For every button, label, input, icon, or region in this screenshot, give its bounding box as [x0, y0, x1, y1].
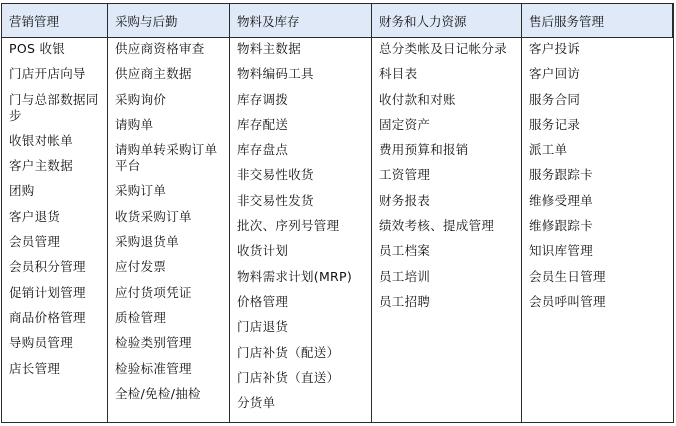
list-item: 总分类帐及日记帐分录: [379, 41, 508, 56]
list-item: 员工培训: [379, 268, 431, 284]
list-item: 收货采购订单: [115, 208, 192, 224]
list-item: 物料主数据: [237, 41, 302, 56]
header-inventory: 物料及库存: [230, 4, 372, 38]
list-item: 固定资产: [379, 116, 431, 132]
list-item: 批次、序列号管理: [237, 218, 340, 234]
list-item: 员工招聘: [379, 293, 431, 309]
list-item: POS 收银: [9, 41, 66, 56]
list-item: 供应商主数据: [115, 66, 192, 82]
column-finance-hr: [372, 38, 522, 422]
column-after-sales: [522, 38, 673, 422]
list-item: 客户投诉: [529, 41, 581, 56]
list-item: 团购: [9, 183, 35, 199]
list-item: 物料需求计划(MRP): [237, 268, 353, 284]
list-item: 门店开店向导: [9, 66, 86, 82]
list-item: 检验类别管理: [115, 335, 192, 351]
list-item: 供应商资格审查: [115, 41, 205, 56]
list-item: 采购退货单: [115, 234, 180, 250]
list-item: 请购单转采购订单平台: [115, 142, 218, 174]
header-purchasing: 采购与后勤: [108, 4, 230, 38]
list-item: 非交易性发货: [237, 192, 314, 208]
list-item: 维修跟踪卡: [529, 218, 594, 234]
list-item: 服务合同: [529, 91, 581, 107]
list-item: 财务报表: [379, 192, 431, 208]
list-item: 应付货项凭证: [115, 284, 192, 300]
list-item: 非交易性收货: [237, 167, 314, 183]
list-item: 库存盘点: [237, 142, 289, 158]
module-table: [1, 3, 674, 423]
list-item: 费用预算和报销: [379, 142, 469, 158]
list-item: 知识库管理: [529, 243, 594, 259]
list-item: 收银对帐单: [9, 132, 74, 148]
list-item: 维修受理单: [529, 192, 594, 208]
list-item: 应付发票: [115, 259, 167, 275]
list-item: 工资管理: [379, 167, 431, 183]
list-item: 会员管理: [9, 234, 61, 250]
list-item: 服务记录: [529, 116, 581, 132]
column-inventory: [230, 38, 372, 422]
list-item: 全检/免检/抽检: [115, 385, 201, 401]
list-item: 客户退货: [9, 208, 61, 224]
list-item: 分货单: [237, 395, 276, 411]
header-after-sales: 售后服务管理: [522, 4, 673, 38]
list-item: 店长管理: [9, 360, 61, 376]
list-item: 绩效考核、提成管理: [379, 218, 495, 234]
list-item: 门店补货（配送）: [237, 344, 340, 360]
list-item: 客户主数据: [9, 158, 74, 174]
list-item: 请购单: [115, 116, 154, 132]
list-item: 会员积分管理: [9, 259, 86, 275]
list-item: 采购订单: [115, 183, 167, 199]
column-purchasing: [108, 38, 230, 422]
header-marketing: 营销管理: [2, 4, 108, 38]
list-item: 促销计划管理: [9, 284, 86, 300]
list-item: 会员呼叫管理: [529, 293, 606, 309]
list-item: 收付款和对账: [379, 91, 456, 107]
list-item: 库存调拨: [237, 91, 289, 107]
list-item: 采购询价: [115, 91, 167, 107]
list-item: 员工档案: [379, 243, 431, 259]
list-item: 价格管理: [237, 293, 289, 309]
list-item: 商品价格管理: [9, 309, 86, 325]
list-item: 派工单: [529, 142, 568, 158]
list-item: 服务跟踪卡: [529, 167, 594, 183]
list-item: 库存配送: [237, 116, 289, 132]
column-marketing: [2, 38, 108, 422]
list-item: 检验标准管理: [115, 360, 192, 376]
list-item: 门店补货（直送）: [237, 369, 340, 385]
list-item: 客户回访: [529, 66, 581, 82]
list-item: 收货计划: [237, 243, 289, 259]
list-item: 科目表: [379, 66, 418, 82]
list-item: 质检管理: [115, 309, 167, 325]
list-item: 物料编码工具: [237, 66, 314, 82]
header-finance-hr: 财务和人力资源: [372, 4, 522, 38]
list-item: 导购员管理: [9, 335, 74, 351]
list-item: 会员生日管理: [529, 268, 606, 284]
list-item: 门与总部数据同步: [9, 91, 99, 123]
list-item: 门店退货: [237, 319, 289, 335]
